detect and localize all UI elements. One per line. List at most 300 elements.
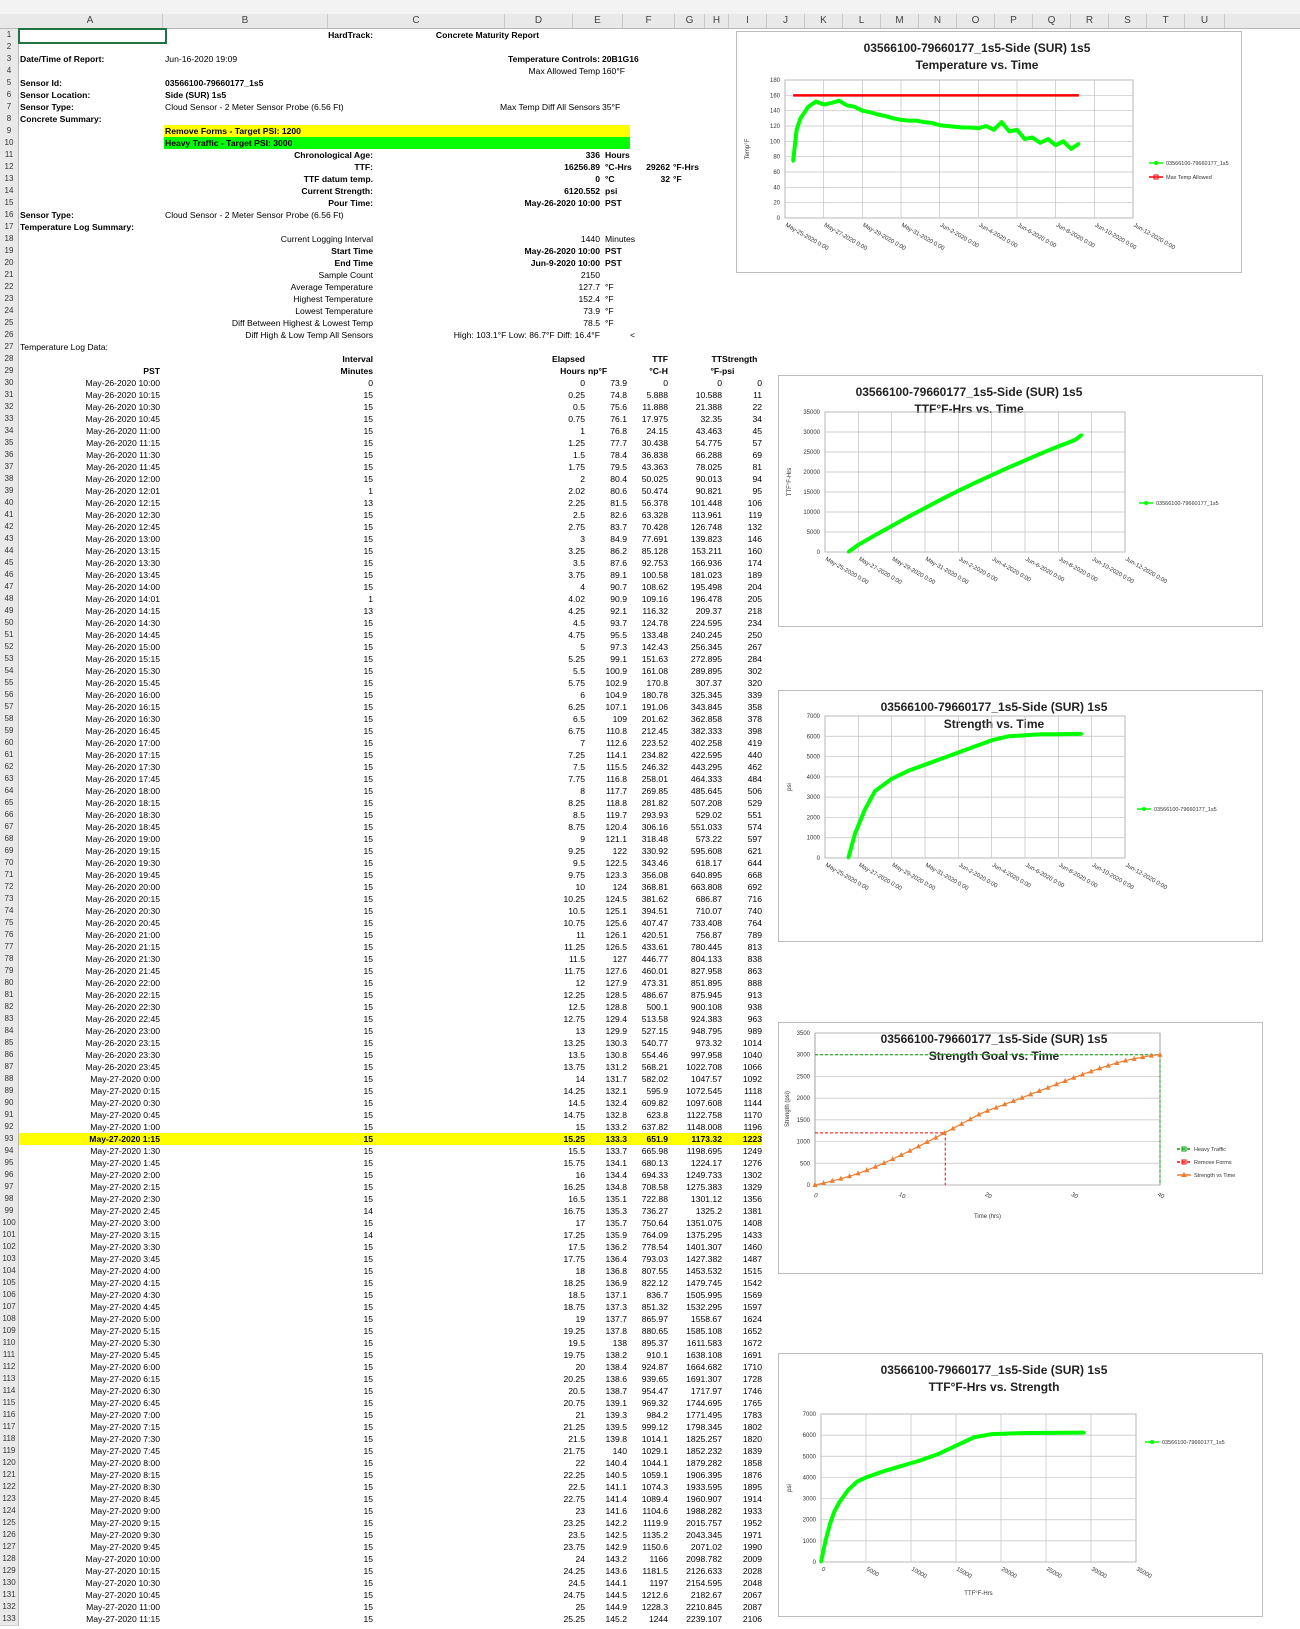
table-cell: 124 — [612, 882, 627, 892]
row-header[interactable]: 90 — [0, 1097, 19, 1110]
table-cell: 343.845 — [690, 702, 722, 712]
column-header-a[interactable]: A — [18, 14, 163, 28]
table-cell: 2182.67 — [690, 1590, 722, 1600]
row-header[interactable]: 114 — [0, 1385, 19, 1398]
row-header[interactable]: 50 — [0, 617, 19, 630]
row-header[interactable]: 60 — [0, 737, 19, 750]
table-cell: 50.474 — [641, 486, 668, 496]
row-header[interactable]: 65 — [0, 797, 19, 810]
table-cell: 6.75 — [568, 726, 585, 736]
row-header[interactable]: 56 — [0, 689, 19, 702]
row-header[interactable]: 117 — [0, 1421, 19, 1434]
table-cell: May-27-2020 0:15 — [90, 1086, 160, 1096]
table-cell: 101.448 — [690, 498, 722, 508]
row-header[interactable]: 15 — [0, 197, 19, 210]
row-header[interactable]: 18 — [0, 233, 19, 246]
row-header[interactable]: 22 — [0, 281, 19, 294]
row-header[interactable]: 111 — [0, 1349, 19, 1362]
row-header[interactable]: 92 — [0, 1121, 19, 1134]
row-header[interactable]: 3 — [0, 53, 19, 66]
row-header[interactable]: 96 — [0, 1169, 19, 1182]
ttf-strength-point — [833, 1510, 836, 1513]
table-cell: 1971 — [742, 1530, 762, 1540]
table-cell: May-27-2020 7:45 — [90, 1446, 160, 1456]
column-header-f[interactable]: F — [623, 14, 675, 28]
row-header[interactable]: 9 — [0, 125, 19, 138]
row-header[interactable]: 4 — [0, 65, 19, 78]
table-cell: 189 — [747, 570, 762, 580]
row-header[interactable]: 85 — [0, 1037, 19, 1050]
row-header[interactable]: 125 — [0, 1517, 19, 1530]
table-cell: 81.5 — [610, 498, 627, 508]
row-header[interactable]: 108 — [0, 1313, 19, 1326]
column-header-q[interactable]: Q — [1033, 14, 1071, 28]
row-header[interactable]: 110 — [0, 1337, 19, 1350]
table-cell: 8.75 — [568, 822, 585, 832]
table-cell: 3.25 — [568, 546, 585, 556]
table-cell: 20.5 — [568, 1386, 585, 1396]
table-cell: 948.795 — [690, 1026, 722, 1036]
row-header[interactable]: 84 — [0, 1025, 19, 1038]
row-header[interactable]: 31 — [0, 389, 19, 402]
column-header-j[interactable]: J — [767, 14, 805, 28]
row-header[interactable]: 36 — [0, 449, 19, 462]
table-cell: 443.295 — [690, 762, 722, 772]
temp-point — [814, 100, 817, 103]
table-cell: 15 — [363, 1446, 373, 1456]
table-cell: 1505.995 — [686, 1290, 722, 1300]
table-cell: 15 — [363, 474, 373, 484]
column-header-e[interactable]: E — [573, 14, 623, 28]
table-cell: May-26-2020 10:15 — [85, 390, 160, 400]
table-cell: 76.1 — [610, 414, 627, 424]
ttf-strength-point — [865, 1476, 868, 1479]
table-cell: 15 — [363, 1002, 373, 1012]
table-cell: 402.258 — [690, 738, 722, 748]
chart-ttf-vs-strength[interactable] — [778, 1353, 1263, 1617]
row-header[interactable]: 71 — [0, 869, 19, 882]
ttf-strength-point — [1045, 1431, 1048, 1434]
table-cell: 651.9 — [646, 1134, 668, 1144]
table-cell: 15 — [363, 1470, 373, 1480]
row-header[interactable]: 131 — [0, 1589, 19, 1602]
row-header[interactable]: 116 — [0, 1409, 19, 1422]
row-header[interactable]: 128 — [0, 1553, 19, 1566]
logging-interval-unit: Minutes — [605, 234, 636, 244]
column-header-s[interactable]: S — [1109, 14, 1147, 28]
column-header-c[interactable]: C — [328, 14, 505, 28]
table-cell: 2087 — [742, 1602, 762, 1612]
ttf-strength-point — [847, 1489, 850, 1492]
column-header-i[interactable]: I — [729, 14, 767, 28]
row-header[interactable]: 113 — [0, 1373, 19, 1386]
selected-cell-a1[interactable] — [18, 28, 167, 44]
table-cell: 7.75 — [568, 774, 585, 784]
x-tick-label: Jun-4-2020 0:00 — [990, 556, 1032, 584]
column-header-l[interactable]: L — [843, 14, 881, 28]
table-cell: 13 — [363, 498, 373, 508]
row-header[interactable]: 42 — [0, 521, 19, 534]
row-header[interactable]: 129 — [0, 1565, 19, 1578]
row-header[interactable]: 70 — [0, 857, 19, 870]
row-header[interactable]: 104 — [0, 1265, 19, 1278]
row-header[interactable]: 123 — [0, 1493, 19, 1506]
table-cell: 11.5 — [568, 954, 585, 964]
row-header[interactable]: 122 — [0, 1481, 19, 1494]
chart-strength-goal-vs-time[interactable] — [778, 1022, 1263, 1274]
table-cell: 125.1 — [605, 906, 627, 916]
table-cell: 1 — [580, 426, 585, 436]
x-tick-label: Jun-8-2020 0:00 — [1057, 556, 1099, 584]
x-tick-label: 30000 — [1090, 1566, 1108, 1581]
table-cell: May-27-2020 4:45 — [90, 1302, 160, 1312]
column-header-p[interactable]: P — [995, 14, 1033, 28]
report-title: Concrete Maturity Report — [435, 30, 540, 40]
ttf-point — [1007, 466, 1010, 469]
row-header[interactable]: 1 — [0, 29, 19, 42]
table-cell: 433.61 — [641, 942, 668, 952]
row-header[interactable]: 13 — [0, 173, 19, 186]
row-header[interactable]: 11 — [0, 149, 19, 162]
row-header[interactable]: 40 — [0, 497, 19, 510]
column-header-b[interactable]: B — [163, 14, 328, 28]
row-header[interactable]: 5 — [0, 77, 19, 90]
table-cell: 135.1 — [605, 1194, 627, 1204]
table-cell: 127.6 — [605, 966, 627, 976]
row-header[interactable]: 78 — [0, 953, 19, 966]
strength-point — [864, 808, 867, 811]
table-cell: 15 — [363, 462, 373, 472]
row-header[interactable]: 38 — [0, 473, 19, 486]
row-header[interactable]: 58 — [0, 713, 19, 726]
table-cell: 30.438 — [641, 438, 668, 448]
table-cell: 989 — [747, 1026, 762, 1036]
ttf-point — [857, 543, 860, 546]
row-header[interactable]: 109 — [0, 1325, 19, 1338]
y-axis-label: psi — [787, 783, 793, 791]
row-header[interactable]: 16 — [0, 209, 19, 222]
row-header[interactable]: 130 — [0, 1577, 19, 1590]
y-tick-label: 5000 — [802, 1454, 816, 1461]
row-header[interactable]: 82 — [0, 1001, 19, 1014]
chart-temperature-vs-time[interactable] — [736, 31, 1242, 273]
table-cell: May-26-2020 12:01 — [85, 486, 160, 496]
table-cell: 141.4 — [605, 1494, 627, 1504]
chart-ttf-vs-time[interactable] — [778, 375, 1263, 627]
x-tick-label: Jun-10-2020 0:00 — [1093, 222, 1138, 252]
table-cell: 21.75 — [563, 1446, 585, 1456]
row-header[interactable]: 88 — [0, 1073, 19, 1086]
row-header[interactable]: 93 — [0, 1133, 19, 1146]
row-header[interactable]: 28 — [0, 353, 19, 366]
end-time-label: End Time — [334, 258, 373, 268]
row-header[interactable]: 72 — [0, 881, 19, 894]
row-header[interactable]: 41 — [0, 509, 19, 522]
table-cell: 15 — [363, 810, 373, 820]
column-header-r[interactable]: R — [1071, 14, 1109, 28]
strength-point — [874, 790, 877, 793]
table-cell: 15 — [363, 798, 373, 808]
table-cell: May-26-2020 21:00 — [85, 930, 160, 940]
table-cell: 1783 — [742, 1410, 762, 1420]
column-header-n[interactable]: N — [919, 14, 957, 28]
row-header[interactable]: 77 — [0, 941, 19, 954]
row-header[interactable]: 10 — [0, 137, 19, 150]
row-header[interactable]: 33 — [0, 413, 19, 426]
chart-title: 03566100-79660177_1s5-Side (SUR) 1s5 — [863, 41, 1091, 55]
y-tick-label: 80 — [773, 154, 780, 161]
row-header[interactable]: 63 — [0, 773, 19, 786]
row-header[interactable]: 97 — [0, 1181, 19, 1194]
row-header[interactable]: 62 — [0, 761, 19, 774]
row-header[interactable]: 43 — [0, 533, 19, 546]
row-header[interactable]: 89 — [0, 1085, 19, 1098]
table-cell: 56.378 — [641, 498, 668, 508]
row-header[interactable]: 51 — [0, 629, 19, 642]
row-header[interactable]: 91 — [0, 1109, 19, 1122]
row-header[interactable]: 19 — [0, 245, 19, 258]
row-header[interactable]: 44 — [0, 545, 19, 558]
row-header[interactable]: 107 — [0, 1301, 19, 1314]
row-header[interactable]: 75 — [0, 917, 19, 930]
table-cell: 1652 — [742, 1326, 762, 1336]
row-header[interactable]: 8 — [0, 113, 19, 126]
row-header[interactable]: 79 — [0, 965, 19, 978]
column-header-h[interactable]: H — [705, 14, 729, 28]
table-cell: 1798.345 — [686, 1422, 722, 1432]
column-header-t[interactable]: T — [1147, 14, 1185, 28]
y-tick-label: 30000 — [803, 430, 820, 436]
table-cell: 484 — [747, 774, 762, 784]
table-cell: 419 — [747, 738, 762, 748]
table-cell: 486.67 — [641, 990, 668, 1000]
max-allowed-value: 160°F — [602, 66, 626, 76]
table-cell: 1.25 — [568, 438, 585, 448]
table-cell: 85.128 — [641, 546, 668, 556]
table-cell: 15.5 — [568, 1146, 585, 1156]
y-tick-label: 1000 — [806, 835, 820, 842]
row-header[interactable]: 37 — [0, 461, 19, 474]
table-cell: 582.02 — [641, 1074, 668, 1084]
ttf-point — [1074, 439, 1077, 442]
column-header-m[interactable]: M — [881, 14, 919, 28]
table-cell: 1356 — [742, 1194, 762, 1204]
row-header[interactable]: 64 — [0, 785, 19, 798]
row-header[interactable]: 52 — [0, 641, 19, 654]
x-tick-label: Jun-12-2020 0:00 — [1132, 222, 1176, 252]
row-header[interactable]: 47 — [0, 581, 19, 594]
column-header-d[interactable]: D — [505, 14, 573, 28]
table-cell: 302 — [747, 666, 762, 676]
row-header[interactable]: 6 — [0, 89, 19, 102]
row-header[interactable]: 76 — [0, 929, 19, 942]
row-header[interactable]: 21 — [0, 269, 19, 282]
table-cell: 1104.6 — [642, 1506, 668, 1516]
table-cell: 1569 — [742, 1290, 762, 1300]
row-header[interactable]: 86 — [0, 1049, 19, 1062]
legend-sensor: 03566100-79660177_1s5 — [1162, 1440, 1225, 1446]
row-header[interactable]: 25 — [0, 317, 19, 330]
row-header[interactable]: 98 — [0, 1193, 19, 1206]
row-header[interactable]: 34 — [0, 425, 19, 438]
table-cell: 132.8 — [605, 1110, 627, 1120]
table-cell: 15 — [363, 1050, 373, 1060]
row-header[interactable]: 29 — [0, 365, 19, 378]
table-cell: 15 — [363, 390, 373, 400]
table-cell: 827.958 — [690, 966, 722, 976]
table-cell: 212.45 — [641, 726, 668, 736]
table-cell: May-26-2020 10:30 — [85, 402, 160, 412]
row-header[interactable]: 100 — [0, 1217, 19, 1230]
row-header[interactable]: 46 — [0, 569, 19, 582]
table-cell: May-26-2020 17:45 — [85, 774, 160, 784]
table-cell: May-26-2020 13:45 — [85, 570, 160, 580]
temp-point — [1000, 121, 1003, 124]
table-cell: 1166 — [649, 1554, 668, 1564]
strength-unit: psi — [605, 186, 618, 196]
table-cell: 15 — [363, 630, 373, 640]
table-cell: 86.2 — [610, 546, 627, 556]
chart-strength-vs-time[interactable] — [778, 690, 1263, 942]
column-header-k[interactable]: K — [805, 14, 843, 28]
table-cell: May-27-2020 10:15 — [85, 1566, 160, 1576]
row-header[interactable]: 101 — [0, 1229, 19, 1242]
row-header[interactable]: 27 — [0, 341, 19, 354]
table-cell: 618.17 — [695, 858, 722, 868]
row-header[interactable]: 55 — [0, 677, 19, 690]
row-header[interactable]: 126 — [0, 1529, 19, 1542]
row-header[interactable]: 102 — [0, 1241, 19, 1254]
x-tick-label: 20000 — [1000, 1566, 1018, 1581]
row-header[interactable]: 69 — [0, 845, 19, 858]
table-cell: 1933.595 — [686, 1482, 722, 1492]
table-cell: 5.75 — [568, 678, 585, 688]
row-header[interactable]: 73 — [0, 893, 19, 906]
row-header[interactable]: 115 — [0, 1397, 19, 1410]
row-header[interactable]: 105 — [0, 1277, 19, 1290]
row-header[interactable]: 127 — [0, 1541, 19, 1554]
row-header[interactable]: 57 — [0, 701, 19, 714]
strength-point — [854, 832, 857, 835]
end-time-tz: PST — [605, 258, 622, 268]
row-header[interactable]: 12 — [0, 161, 19, 174]
table-cell: 135.9 — [605, 1230, 627, 1240]
row-header[interactable]: 14 — [0, 185, 19, 198]
column-header-o[interactable]: O — [957, 14, 995, 28]
table-cell: 507.208 — [690, 798, 722, 808]
strength-point — [1074, 732, 1077, 735]
row-header[interactable]: 35 — [0, 437, 19, 450]
row-header[interactable]: 106 — [0, 1289, 19, 1302]
x-tick-label: 25000 — [1045, 1566, 1063, 1581]
y-tick-label: 5000 — [806, 530, 820, 536]
row-header[interactable]: 66 — [0, 809, 19, 822]
row-header[interactable]: 54 — [0, 665, 19, 678]
row-header[interactable]: 24 — [0, 305, 19, 318]
y-tick-label: 3500 — [796, 1031, 810, 1037]
row-header[interactable]: 103 — [0, 1253, 19, 1266]
row-header[interactable]: 48 — [0, 593, 19, 606]
row-header[interactable]: 132 — [0, 1601, 19, 1614]
table-cell: 25.25 — [563, 1614, 585, 1624]
row-header[interactable]: 121 — [0, 1469, 19, 1482]
y-tick-label: 3000 — [802, 1496, 816, 1503]
row-header[interactable]: 59 — [0, 725, 19, 738]
ttf-strength-point — [1009, 1432, 1012, 1435]
column-header-g[interactable]: G — [675, 14, 705, 28]
row-header[interactable]: 133 — [0, 1613, 19, 1626]
table-cell: 963 — [747, 1014, 762, 1024]
column-header-u[interactable]: U — [1185, 14, 1225, 28]
table-cell: 1072.545 — [686, 1086, 722, 1096]
row-header[interactable]: 39 — [0, 485, 19, 498]
row-header[interactable]: 45 — [0, 557, 19, 570]
table-cell: 73.9 — [610, 378, 627, 388]
table-cell: 1014 — [742, 1038, 762, 1048]
row-header[interactable]: 17 — [0, 221, 19, 234]
table-cell: 138.2 — [605, 1350, 627, 1360]
row-header[interactable]: 61 — [0, 749, 19, 762]
row-header[interactable]: 49 — [0, 605, 19, 618]
row-header[interactable]: 119 — [0, 1445, 19, 1458]
table-cell: 895.37 — [641, 1338, 668, 1348]
row-header[interactable]: 74 — [0, 905, 19, 918]
table-cell: May-26-2020 17:30 — [85, 762, 160, 772]
table-cell: 70.428 — [641, 522, 668, 532]
table-cell: May-27-2020 11:00 — [86, 1602, 160, 1612]
row-header[interactable]: 7 — [0, 101, 19, 114]
row-header[interactable]: 23 — [0, 293, 19, 306]
table-cell: 1197 — [649, 1578, 668, 1588]
table-cell: 141.6 — [605, 1506, 627, 1516]
ttf-f-value: 29262 — [646, 162, 670, 172]
table-cell: 75.6 — [610, 402, 627, 412]
row-header[interactable]: 68 — [0, 833, 19, 846]
row-header[interactable]: 81 — [0, 989, 19, 1002]
table-cell: 0.75 — [568, 414, 585, 424]
table-cell: 621 — [747, 846, 762, 856]
table-cell: 15 — [363, 1122, 373, 1132]
table-cell: 15 — [363, 846, 373, 856]
ttf-strength-point — [883, 1470, 886, 1473]
row-header[interactable]: 32 — [0, 401, 19, 414]
table-cell: 94 — [752, 474, 762, 484]
ttf-point — [907, 515, 910, 518]
row-header[interactable]: 95 — [0, 1157, 19, 1170]
table-cell: 0.5 — [573, 402, 585, 412]
row-header[interactable]: 2 — [0, 41, 19, 54]
row-header[interactable]: 80 — [0, 977, 19, 990]
row-header[interactable]: 20 — [0, 257, 19, 270]
table-cell: 195.498 — [690, 582, 722, 592]
row-header[interactable]: 67 — [0, 821, 19, 834]
table-cell: 22.5 — [568, 1482, 585, 1492]
row-header[interactable]: 26 — [0, 329, 19, 342]
row-header[interactable]: 30 — [0, 377, 19, 390]
row-header[interactable]: 124 — [0, 1505, 19, 1518]
row-header[interactable]: 87 — [0, 1061, 19, 1074]
row-header[interactable]: 112 — [0, 1361, 19, 1374]
row-header[interactable]: 120 — [0, 1457, 19, 1470]
sensor-type-label: Sensor Type: — [20, 102, 74, 112]
row-header[interactable]: 53 — [0, 653, 19, 666]
row-header[interactable]: 94 — [0, 1145, 19, 1158]
row-header[interactable]: 83 — [0, 1013, 19, 1026]
table-cell: 1728 — [742, 1374, 762, 1384]
row-header[interactable]: 118 — [0, 1433, 19, 1446]
row-header[interactable]: 99 — [0, 1205, 19, 1218]
table-cell: 4.25 — [568, 606, 585, 616]
